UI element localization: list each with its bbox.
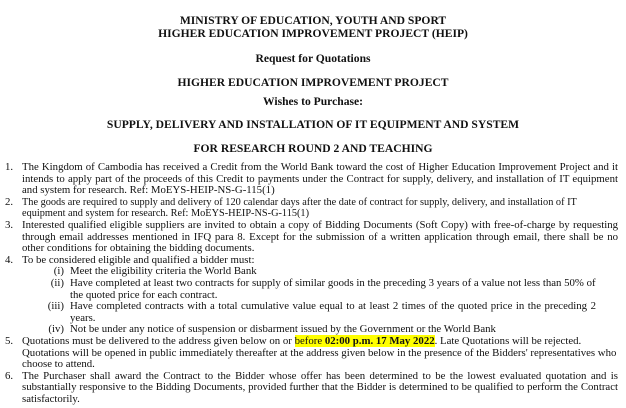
item-number: 4. [5, 253, 14, 266]
item-number: 6. [5, 369, 14, 382]
sub-item-numeral: (i) [53, 265, 64, 278]
item-text: The Purchaser shall award the Contract to the Bidder whose offer has been determined to be the lowest evaluated quotation and is substantially responsive to the Bidding Documents, provided further that the Bidder is determined to be qualified to perform the Contract satisfactorily. [22, 369, 618, 405]
item-text-post: . Late Quotations will be rejected. Quotations will be opened in public immediately thereafter at the address given below in the presence of the Bidders' representatives who choose to attend. [22, 334, 617, 371]
item-text-pre: Quotations must be delivered to the address given below on or [22, 334, 295, 347]
sub-item-ii [0, 278, 626, 301]
sub-item-numeral: (iii) [47, 300, 64, 313]
item-number: 1. [5, 161, 14, 173]
title-line-1: SUPPLY, DELIVERY AND INSTALLATION OF IT EQUIPMENT AND SYSTEM [106, 118, 520, 131]
sub-item-text: Not be under any notice of suspension or disbarment issued by the Government or the World Bank [70, 323, 496, 336]
notice-body [0, 162, 626, 405]
item-number: 5. [5, 334, 14, 347]
sub-item-text: Meet the eligibility criteria the World Bank [70, 265, 257, 278]
sub-item-iii [0, 301, 626, 324]
sub-item-numeral: (iv) [48, 323, 64, 336]
list-item-6 [0, 371, 626, 406]
item-number: 2. [5, 195, 14, 208]
title-line-2: FOR RESEARCH ROUND 2 AND TEACHING [193, 142, 433, 155]
project-full-heading: HIGHER EDUCATION IMPROVEMENT PROJECT (HEIP) [158, 27, 468, 40]
sub-item-numeral: (ii) [50, 276, 64, 289]
item-text: To be considered eligible and qualified a bidder must: [22, 253, 255, 266]
sub-item-text: Have completed contracts with a total cumulative value equal to at least 2 times of the quoted price in the preceding 2 years. [70, 300, 596, 324]
item-text: Interested qualified eligible suppliers are invited to obtain a copy of Bidding Documents (Soft Copy) with free-of-charge by requesting through email addresses mentioned in IFQ para 8. Except for the submission of a written application through email, there shall be no other conditions for obtaining the bidding documents. [22, 218, 618, 255]
list-item-2 [0, 197, 626, 220]
item-number: 3. [5, 218, 14, 231]
request-heading: Request for Quotations [255, 52, 371, 65]
item-text [22, 336, 618, 371]
list-item-1 [0, 162, 626, 197]
deadline-before: before [294, 334, 325, 347]
wishes-heading: Wishes to Purchase: [262, 95, 364, 108]
list-item-5 [0, 336, 626, 371]
item-text: The Kingdom of Cambodia has received a Credit from the World Bank toward the cost of Higher Education Improvement Project and it intends to apply part of the proceeds of this Credit to payments under the Contract for supply, delivery, and installation of IT equipment and system for research. Ref: MoEYS-HEIP-NS-G-115(1) [22, 161, 618, 197]
item-text: The goods are required to supply and delivery of 120 calendar days after the date of contract for supply, delivery, and installation of IT equipment and system for research. Ref: MoEYS-HEIP-NS-G-115(1) [22, 196, 577, 220]
project-heading: HIGHER EDUCATION IMPROVEMENT PROJECT [177, 76, 449, 89]
deadline-date: 02:00 p.m. 17 May 2022 [324, 334, 435, 347]
list-item-3 [0, 220, 626, 255]
sub-item-text: Have completed at least two contracts for supply of similar goods in the preceding 3 years of a value not less than 50% of the quoted price for each contract. [70, 276, 596, 301]
ministry-heading: MINISTRY OF EDUCATION, YOUTH AND SPORT [179, 14, 447, 27]
deadline-highlight [295, 335, 435, 347]
